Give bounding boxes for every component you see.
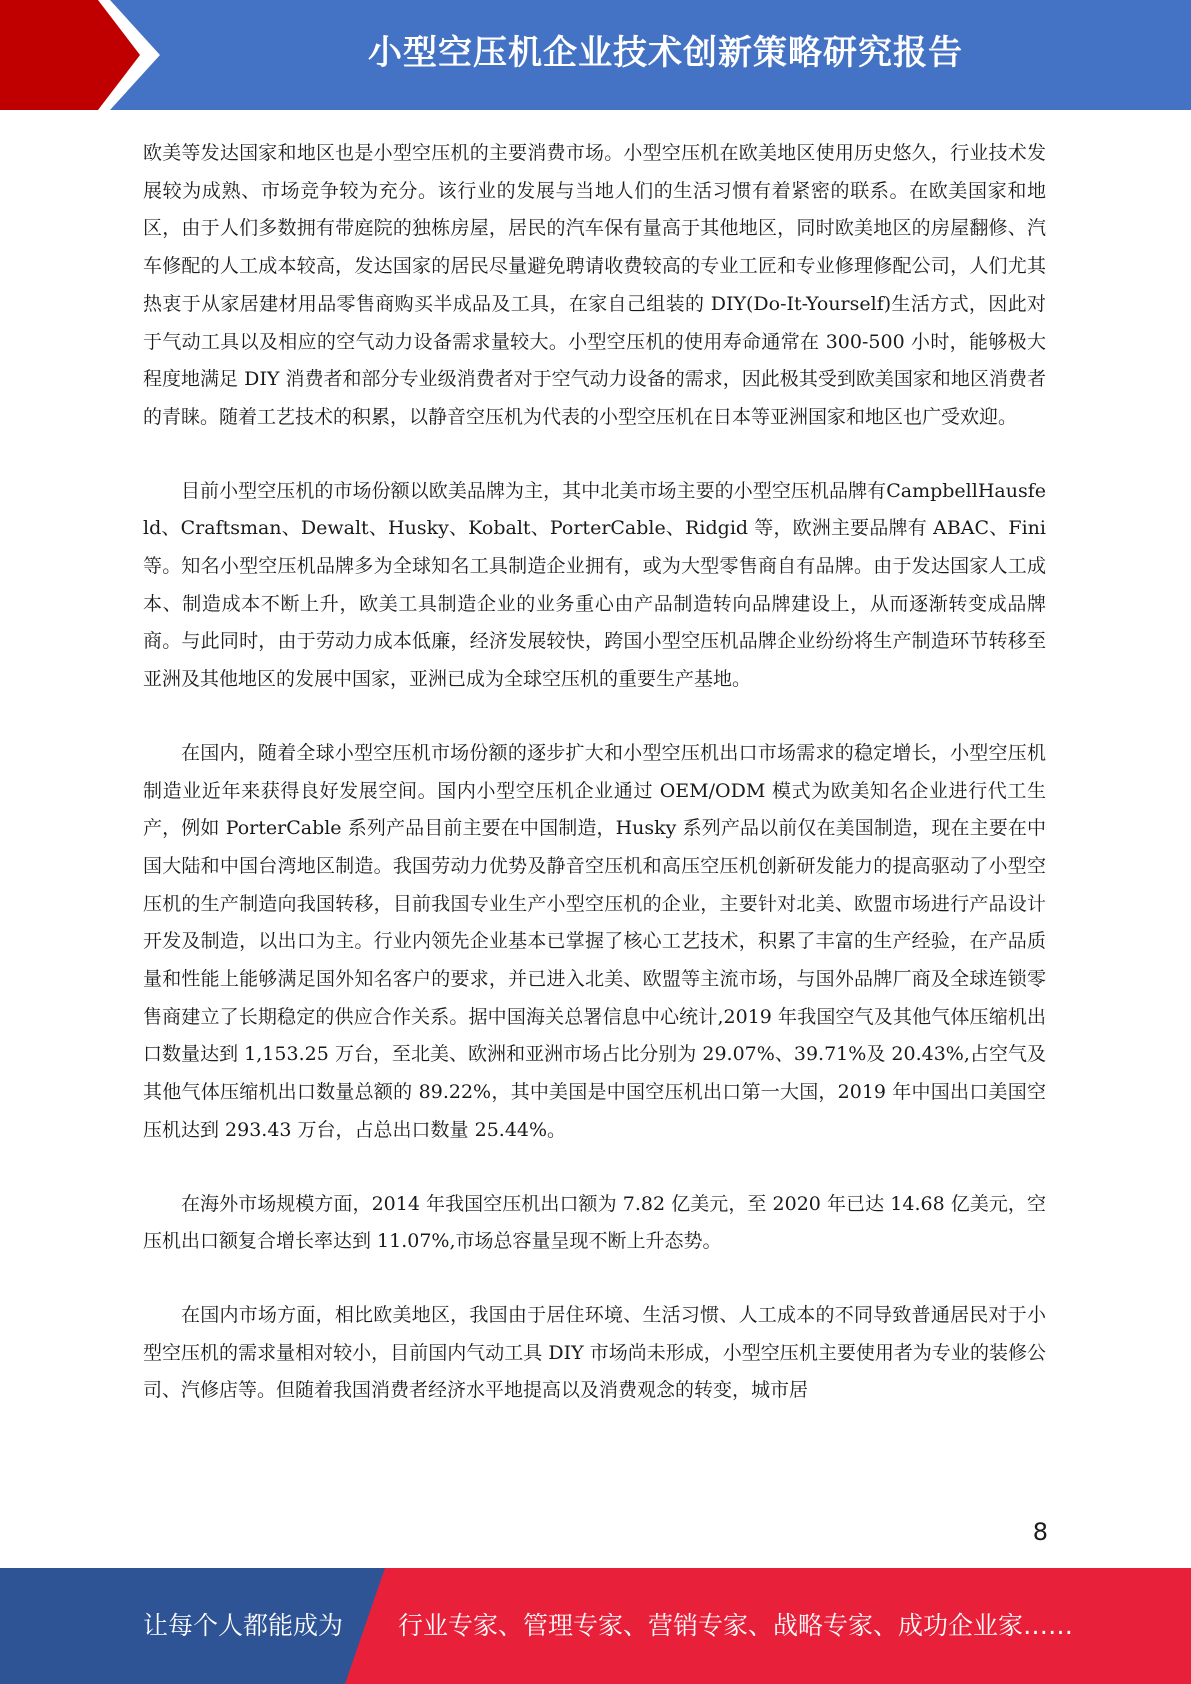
- footer-slogan-right: 行业专家、管理专家、营销专家、战略专家、成功企业家……: [398, 1611, 1074, 1640]
- paragraph-5: 在国内市场方面，相比欧美地区，我国由于居住环境、生活习惯、人工成本的不同导致普通居民对于小型空压机的需求量相对较小，目前国内气动工具 DIY 市场尚未形成，小型空压机主要使用者为专业的装修公司、汽修店等。但随着我国消费者经济水平地提高以及消费观念的转变，城市居: [143, 1303, 1046, 1402]
- paragraph-2: 目前小型空压机的市场份额以欧美品牌为主，其中北美市场主要的小型空压机品牌有CampbellHausfeld、Craftsman、Dewalt、Husky、Kobalt、PorterCable、Ridgid 等，欧洲主要品牌有 ABAC、Fini 等。知名小型空压机品牌多为全球知名工具制造企业拥有，或为大型零售商自有品牌。由于发达国家人工成本、制造成本不断上升，欧美工具制造企业的业务重心由产品制造转向品牌建设上，从而逐渐转变成品牌商。与此同时，由于劳动力成本低廉，经济发展较快，跨国小型空压机品牌企业纷纷将生产制造环节转移至亚洲及其他地区的发展中国家，亚洲已成为全球空压机的重要生产基地。: [143, 479, 1046, 691]
- page-number: 8: [1032, 1518, 1048, 1546]
- footer-slogan-left: 让每个人都能成为: [143, 1611, 344, 1640]
- footer-banner: [0, 1568, 1191, 1684]
- paragraph-3: 在国内，随着全球小型空压机市场份额的逐步扩大和小型空压机出口市场需求的稳定增长，小型空压机制造业近年来获得良好发展空间。国内小型空压机企业通过 OEM/ODM 模式为欧美知名企业进行代工生产，例如 PorterCable 系列产品目前主要在中国制造，Husky 系列产品以前仅在美国制造，现在主要在中国大陆和中国台湾地区制造。我国劳动力优势及静音空压机和高压空压机创新研发能力的提高驱动了小型空压机的生产制造向我国转移，目前我国专业生产小型空压机的企业，主要针对北美、欧盟市场进行产品设计开发及制造，以出口为主。行业内领先企业基本已掌握了核心工艺技术，积累了丰富的生产经验，在产品质量和性能上能够满足国外知名客户的要求，并已进入北美、欧盟等主流市场，与国外品牌厂商及全球连锁零售商建立了长期稳定的供应合作关系。据中国海关总署信息中心统计,2019 年我国空气及其他气体压缩机出口数量达到 1,153.25 万台，至北美、欧洲和亚洲市场占比分别为 29.07%、39.71%及 20.43%,占空气及其他气体压缩机出口数量总额的 89.22%，其中美国是中国空压机出口第一大国，2019 年中国出口美国空压机达到 293.43 万台，占总出口数量 25.44%。: [143, 741, 1046, 1141]
- paragraph-1: 欧美等发达国家和地区也是小型空压机的主要消费市场。小型空压机在欧美地区使用历史悠久，行业技术发展较为成熟、市场竞争较为充分。该行业的发展与当地人们的生活习惯有着紧密的联系。在欧美国家和地区，由于人们多数拥有带庭院的独栋房屋，居民的汽车保有量高于其他地区，同时欧美地区的房屋翻修、汽车修配的人工成本较高，发达国家的居民尽量避免聘请收费较高的专业工匠和专业修理修配公司，人们尤其热衷于从家居建材用品零售商购买半成品及工具，在家自己组装的 DIY(Do-It-Yourself)生活方式，因此对于气动工具以及相应的空气动力设备需求量较大。小型空压机的使用寿命通常在 300-500 小时，能够极大程度地满足 DIY 消费者和部分专业级消费者对于空气动力设备的需求，因此极其受到欧美国家和地区消费者的青睐。随着工艺技术的积累，以静音空压机为代表的小型空压机在日本等亚洲国家和地区也广受欢迎。: [143, 142, 1046, 428]
- paragraph-4: 在海外市场规模方面，2014 年我国空压机出口额为 7.82 亿美元，至 2020 年已达 14.68 亿美元，空压机出口额复合增长率达到 11.07%,市场总容量呈现不断上升态势。: [143, 1192, 1046, 1253]
- header-chevron-decoration: [0, 0, 160, 110]
- page-title: 小型空压机企业技术创新策略研究报告: [368, 33, 963, 73]
- body-content: [143, 135, 1046, 1446]
- header-banner: [0, 0, 1191, 110]
